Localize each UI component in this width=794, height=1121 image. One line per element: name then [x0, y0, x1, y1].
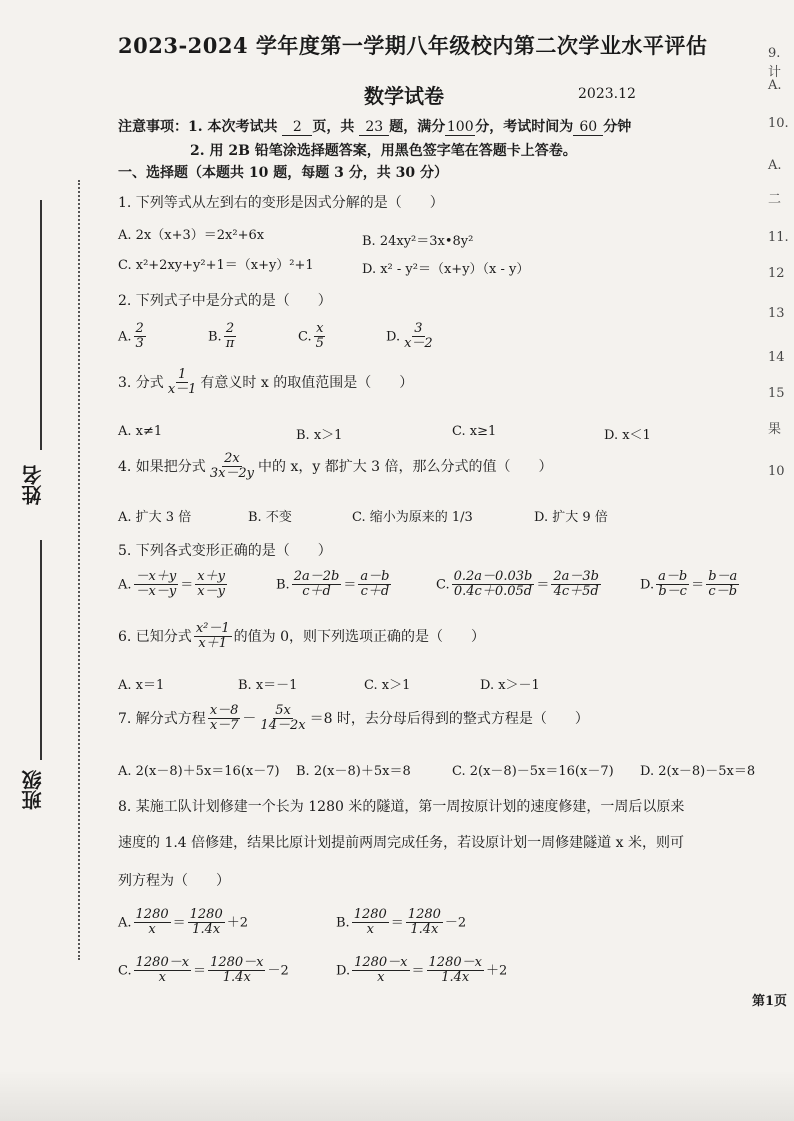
- q7-option-c: C. 2(x－8)－5x＝16(x－7): [452, 764, 614, 779]
- class-line: [40, 540, 42, 760]
- full-score: 100: [446, 119, 474, 135]
- name-line: [40, 200, 42, 450]
- q7-option-a: A. 2(x－8)＋5x＝16(x－7): [118, 764, 280, 779]
- seal-line: [78, 180, 80, 960]
- q6-option-c: C. x＞1: [364, 678, 411, 693]
- notes-line1: 注意事项：1. 本次考试共 2 页，共 23 题，满分 100 分，考试时间为 60 分钟: [118, 119, 632, 135]
- pages-count: 2: [282, 119, 312, 136]
- q8-line2: 速度的 1.4 倍修建，结果比原计划提前两周完成任务，若设原计划一周修建隧道 x 米，则可: [118, 835, 684, 851]
- q3-option-c: C. x≥1: [452, 424, 497, 439]
- q4-stem: 4. 如果把分式 $\frac{2x}{3x-2y}$ 中的 x，y 都扩大 3 倍，那么分式的值（ ）: [118, 451, 553, 482]
- exam-minutes: 60: [573, 119, 603, 136]
- q5-option-b: B. $\frac{2a-2b}{c+d}$ ＝ $\frac{a-b}{c+d}$: [276, 569, 390, 600]
- q3-option-a: A. x≠1: [118, 424, 163, 439]
- notes-label: 注意事项：: [118, 119, 188, 135]
- q6-option-a: A. x＝1: [118, 678, 165, 693]
- q3-option-d: D. x＜1: [604, 428, 651, 443]
- q4-option-a: A. 扩大 3 倍: [118, 510, 192, 525]
- q8-line1: 8. 某施工队计划修建一个长为 1280 米的隧道，第一周按原计划的速度修建，一周后以原来: [118, 799, 685, 815]
- q2-option-b: B. $\frac{2}{\pi}$: [208, 321, 235, 352]
- q2-option-c: C. $\frac{x}{5}$: [298, 321, 324, 352]
- page-number: 第1页: [752, 994, 788, 1009]
- q4-option-c: C. 缩小为原来的 1/3: [352, 510, 473, 525]
- q7-option-d: D. 2(x－8)－5x＝8: [640, 764, 756, 779]
- q8-option-c: C. $\frac{1280-x}{x}$ ＝ $\frac{1280-x}{1.4x}$ －2: [118, 955, 289, 986]
- q3-stem: 3. 分式 $\frac{1}{x-1}$ 有意义时 x 的取值范围是（ ）: [118, 367, 414, 398]
- q1-option-a: A. 2x（x+3）＝2x²+6x: [118, 228, 265, 243]
- q6-stem: 6. 已知分式 $\frac{\text{x²－1}}{x+1}$ 的值为 0，则下列选项正确的是（ ）: [118, 621, 485, 652]
- exam-date: 2023.12: [578, 86, 636, 102]
- q5-option-c: C. $\frac{0.2a-0.03b}{0.4c+0.05d}$ ＝ $\frac{2a-3b}{4c+5d}$: [436, 569, 599, 600]
- q4-option-b: B. 不变: [248, 510, 292, 525]
- q8-line3: 列方程为（ ）: [118, 873, 230, 889]
- q6-option-b: B. x＝－1: [238, 678, 298, 693]
- question-count: 23: [359, 119, 389, 136]
- q1-stem: 1. 下列等式从左到右的变形是因式分解的是（ ）: [118, 195, 444, 211]
- q4-option-d: D. 扩大 9 倍: [534, 510, 608, 525]
- q1-option-c: C. x²+2xy+y²+1＝（x+y）²+1: [118, 258, 314, 273]
- q7-option-b: B. 2(x－8)＋5x＝8: [296, 764, 411, 779]
- q8-option-d: D. $\frac{1280-x}{x}$ ＝ $\frac{1280-x}{1.4x}$ ＋2: [336, 955, 508, 986]
- q2-option-a: A. $\frac{2}{3}$: [118, 321, 144, 352]
- q8-option-a: A. $\frac{1280}{x}$ ＝ $\frac{1280}{1.4x}$ ＋2: [118, 907, 249, 938]
- q2-stem: 2. 下列式子中是分式的是（ ）: [118, 293, 332, 309]
- q2-option-d: D. $\frac{3}{x-2}$: [386, 321, 433, 352]
- scan-bottom-edge: [0, 1070, 794, 1121]
- notes-line2: 2. 用 2B 铅笔涂选择题答案，用黑色签字笔在答题卡上答卷。: [190, 143, 577, 159]
- q7-stem: 7. 解分式方程 $\frac{x-8}{x-7}$ － $\frac{5x}{14-2x}$ ＝8 时，去分母后得到的整式方程是（ ）: [118, 703, 589, 734]
- q5-option-a: A. $\frac{-x+y}{-x-y}$ ＝ $\frac{x+y}{x-y}$: [118, 569, 225, 600]
- q8-option-b: B. $\frac{1280}{x}$ ＝ $\frac{1280}{1.4x}$ －2: [336, 907, 467, 938]
- q5-option-d: D. $\frac{a-b}{b-c}$ ＝ $\frac{b-a}{c-b}$: [640, 569, 738, 600]
- q1-option-d: D. x² - y²＝（x+y）（x - y）: [362, 262, 530, 277]
- name-label: 姓名: [21, 465, 45, 505]
- class-label: 班级: [21, 770, 45, 810]
- q6-option-d: D. x＞－1: [480, 678, 540, 693]
- q5-stem: 5. 下列各式变形正确的是（ ）: [118, 543, 332, 559]
- section-heading: 一、选择题（本题共 10 题，每题 3 分，共 30 分）: [118, 165, 448, 181]
- q3-option-b: B. x＞1: [296, 428, 343, 443]
- exam-subtitle: 数学试卷: [364, 84, 444, 108]
- q1-option-b: B. 24xy²＝3x•8y²: [362, 234, 474, 249]
- exam-title: 2023-2024 学年度第一学期八年级校内第二次学业水平评估: [118, 33, 708, 58]
